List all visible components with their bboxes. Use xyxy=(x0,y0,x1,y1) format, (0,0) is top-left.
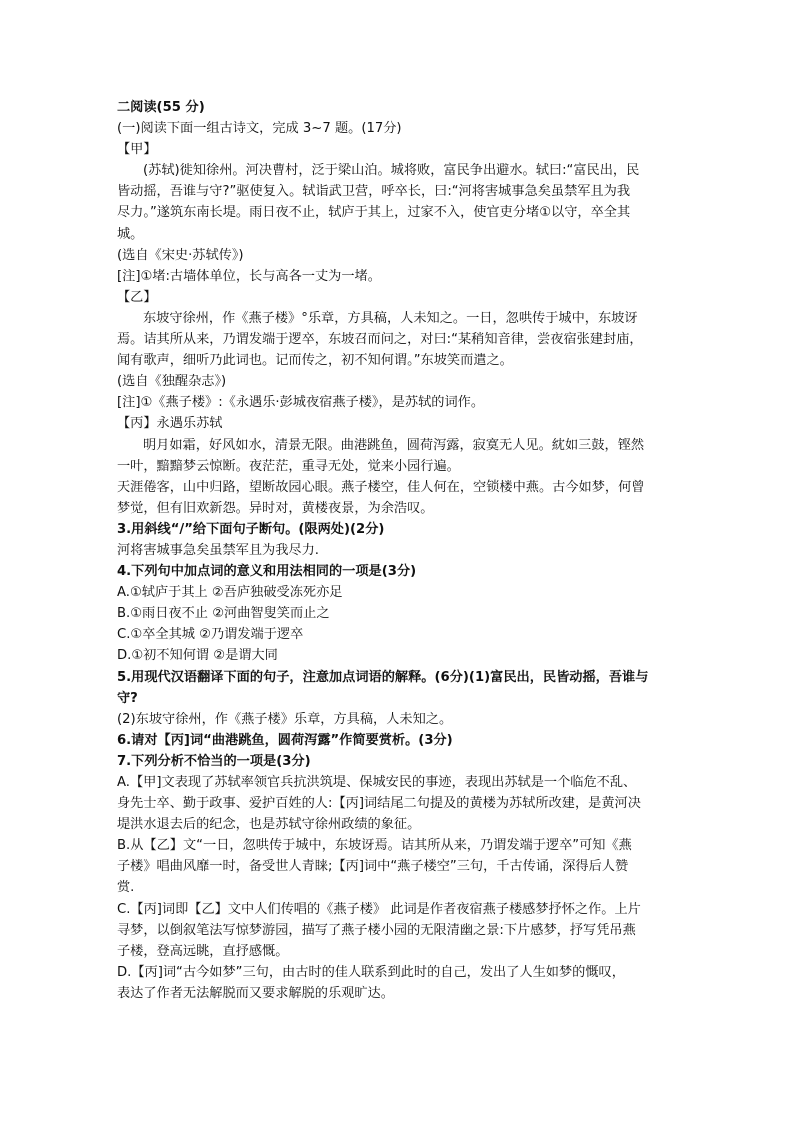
jia-line: 尽力。”遂筑东南长堤。雨日夜不止，轼庐于其上，过家不入，使官吏分堵①以守，卒全其 xyxy=(117,205,631,221)
question-4-stem: 4.下列句中加点词的意义和用法相同的一项是(3分) xyxy=(117,564,417,580)
bing-line: 梦觉，但有旧欢新怨。异时对，黄楼夜景，为余浩叹。 xyxy=(117,500,434,516)
question-4-option: A.①轼庐于其上 ②吾庐独破受冻死亦足 xyxy=(117,585,343,601)
question-4-option: C.①卒全其城 ②乃谓发端于逻卒 xyxy=(117,627,304,643)
bing-line: 一叶，黯黯梦云惊断。夜茫茫，重寻无处，觉来小园行遍。 xyxy=(117,458,460,474)
bing-line: 明月如霜，好风如水，清景无限。曲港跳鱼，圆荷泻露，寂寞无人见。紞如三鼓，铿然 xyxy=(143,437,645,453)
yi-note: [注]①《燕子楼》:《永遇乐·彭城夜宿燕子楼》，是苏轼的词作。 xyxy=(117,395,485,411)
question-6-stem: 6.请对【丙]词“曲港跳鱼，圆荷泻露”作简要赏析。(3分) xyxy=(117,732,453,748)
question-3-stem: 3.用斜线“/”给下面句子断句。(限两处)(2分) xyxy=(117,521,385,537)
question-7-line: 表达了作者无法解脱而又要求解脱的乐观旷达。 xyxy=(117,985,394,1001)
jia-line: 城。 xyxy=(117,226,144,242)
jia-line: 皆动摇，吾谁与守?”驱使复入。轼诣武卫营，呼卒长，曰:“河将害城事急矣虽禁军且为我 xyxy=(117,184,631,200)
section-title: 二阅读(55 分) xyxy=(117,100,205,115)
question-7-line: 子楼，登高远眺，直抒感慨。 xyxy=(117,943,289,959)
question-4-option: D.①初不知何谓 ②是谓大同 xyxy=(117,648,278,664)
bing-label: 【丙】永遇乐苏轼 xyxy=(117,416,223,432)
question-7-line: A.【甲]文表现了苏轼率领官兵抗洪筑堤、保城安民的事迹，表现出苏轼是一个临危不乱、 xyxy=(117,775,637,790)
jia-note: [注]①堵:古墙体单位，长与高各一丈为一堵。 xyxy=(117,268,381,284)
bing-line: 天涯倦客，山中归路，望断故园心眼。燕子楼空，佳人何在，空锁楼中燕。古今如梦，何曾 xyxy=(117,479,645,495)
exam-page xyxy=(117,97,679,1004)
question-5-line: 守? xyxy=(117,690,138,706)
yi-line: 焉。诘其所从来，乃谓发端于逻卒，东坡召而问之，对曰:“某稍知音律，尝夜宿张建封庙， xyxy=(117,332,643,348)
question-4-option: B.①雨日夜不止 ②河曲智叟笑而止之 xyxy=(117,606,330,622)
jia-source: (选自《宋史·苏轼传》) xyxy=(117,247,244,263)
question-7-line: C.【丙]词即【乙】文中人们传唱的《燕子楼》 此词是作者夜宿燕子楼感梦抒怀之作。上片 xyxy=(117,901,641,917)
question-7-line: 赏. xyxy=(117,880,135,896)
yi-line: 东坡守徐州，作《燕子楼》°乐章，方具稿，人未知之。一日，忽哄传于城中，东坡讶 xyxy=(143,310,638,326)
question-7-line: 寻梦，以倒叙笔法写惊梦游园，描写了燕子楼小园的无限清幽之景:下片感梦，抒写凭吊燕 xyxy=(117,922,636,938)
question-5-line: (2)东坡守徐州，作《燕子楼》乐章，方具稿，人未知之。 xyxy=(117,711,453,727)
question-7-stem: 7.下列分析不恰当的一项是(3分) xyxy=(117,753,311,769)
jia-label: 【甲】 xyxy=(117,142,157,158)
yi-source: (选自《独醒杂志》) xyxy=(117,374,227,390)
part-intro: (一)阅读下面一组古诗文，完成 3~7 题。(17分) xyxy=(117,121,402,137)
yi-line: 闻有歌声，细听乃此词也。记而传之，初不知何谓。”东坡笑而遣之。 xyxy=(117,353,513,369)
question-7-line: 子楼》唱曲风靡一时，备受世人青睐;【丙]词中“燕子楼空”三句，千古传诵，深得后人赞 xyxy=(117,859,629,875)
question-3-sentence: 河将害城事急矣虽禁军且为我尽力. xyxy=(117,542,320,558)
yi-label: 【乙】 xyxy=(117,289,157,305)
jia-line: (苏轼)徙知徐州。河决曹村，泛于梁山泊。城将败，富民争出避水。轼曰:“富民出，民 xyxy=(143,163,640,179)
question-7-line: 堤洪水退去后的纪念，也是苏轼守徐州政绩的象征。 xyxy=(117,817,421,833)
question-7-line: D.【丙]词“古今如梦”三句，由古时的佳人联系到此时的自己，发出了人生如梦的慨叹， xyxy=(117,964,625,980)
question-7-line: 身先士卒、勤于政事、爱护百姓的人:【丙]词结尾二句提及的黄楼为苏轼所改建，是黄河决 xyxy=(117,796,641,812)
question-5-line: 5.用现代汉语翻译下面的句子，注意加点词语的解释。(6分)(1)富民出，民皆动摇，吾谁与 xyxy=(117,669,649,685)
question-7-line: B.从【乙】文“一日，忽哄传于城中，东坡讶焉。诘其所从来，乃谓发端于逻卒”可知《燕 xyxy=(117,838,632,854)
